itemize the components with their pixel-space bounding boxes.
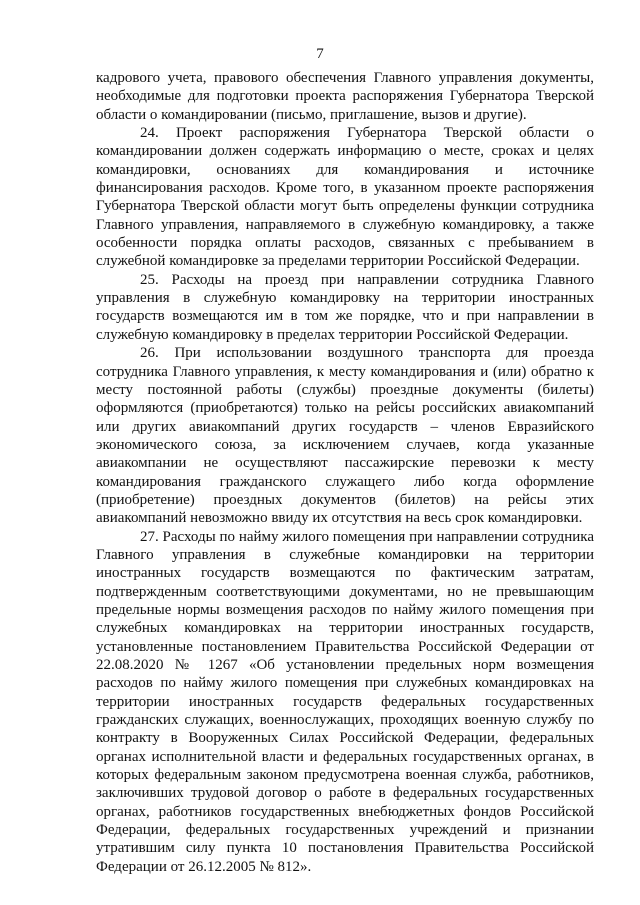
paragraph-continuation: кадрового учета, правового обеспечения Главного управления документы, необходимые для подготовки проекта распоряжения Губернатора Тверской области о командировании (письмо, приглашение, вызов и другие).	[96, 70, 594, 123]
paragraph-27: 27. Расходы по найму жилого помещения при направлении сотрудника Главного управления в служебные командировки на территории иностранных государств возмещаются по фактическим затратам, подтвержденным соответствующими документами, но не превышающим предельные нормы возмещения расходов по найму жилого помещения при служебных командировках на территории иностранных государств, установленные постановлением Правительства Российской Федерации от 22.08.2020 № 1267 «Об установлении предельных норм возмещения расходов по найму жилого помещения при служебных командировках на территории иностранных государств федеральных государственных гражданских служащих, военнослужащих, проходящих военную службу по контракту в Вооруженных Силах Российской Федерации, федеральных органах исполнительной власти и федеральных государственных органах, в которых федеральным законом предусмотрена военная служба, работников, заключивших трудовой договор о работе в федеральных государственных органах, работников государственных внебюджетных фондов Российской Федерации, федеральных государственных учреждений и признании утратившим силу пункта 10 постановления Правительства Российской Федерации от 26.12.2005 № 812».	[96, 528, 594, 875]
paragraph-25: 25. Расходы на проезд при направлении сотрудника Главного управления в служебную командировку на территории иностранных государств возмещаются им в том же порядке, что и при направлении в служебную командировку в пределах территории Российской Федерации.	[96, 271, 594, 343]
paragraph-24: 24. Проект распоряжения Губернатора Тверской области о командировании должен содержать информацию о месте, сроках и целях командировки, основаниях для командирования и источнике финансирования расходов. Кроме того, в указанном проекте распоряжения Губернатора Тверской области могут быть определены функции сотрудника Главного управления, направляемого в служебную командировку, а также особенности порядка оплаты расходов, связанных с пребыванием в служебной командировке за пределами территории Российской Федерации.	[96, 125, 594, 270]
page-number: 7	[316, 46, 324, 62]
document-body	[96, 69, 594, 876]
paragraph-26: 26. При использовании воздушного транспорта для проезда сотрудника Главного управления, к месту командирования и (или) обратно к месту постоянной работы (службы) проездные документы (билеты) оформляются (приобретаются) только на рейсы российских авиакомпаний или других авиакомпаний других государств – членов Евразийского экономического союза, за исключением случаев, когда указанные авиакомпании не осуществляют пассажирские перевозки к месту командирования гражданского служащего либо когда оформление (приобретение) проездных документов (билетов) на рейсы этих авиакомпаний невозможно ввиду их отсутствия на весь срок командировки.	[96, 345, 594, 527]
